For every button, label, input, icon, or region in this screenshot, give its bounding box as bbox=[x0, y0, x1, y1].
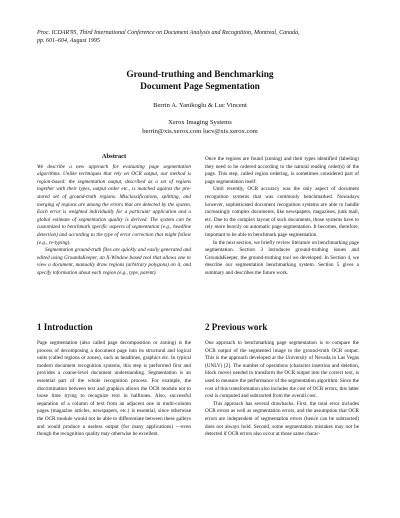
abstract-paragraph: We describe a new approach for evaluating page segmentation algorithms. Unlike techniques that rely on OCR output, our method is region-based: the segmentation output, described as a set of regions together with their types, output order etc., is matched against the pre-stored set of ground-truth regions. Misclassifications, splitting, and merging of regions are among the errors that are detected by the system. Each error is weighted individually for a particular application and a global estimate of segmentation quality is derived. The system can be customized to benchmark specific aspects of segmentation (e.g., headline detection) and according to the type of error correction that might follow (e.g., re-typing). bbox=[37, 163, 191, 246]
previous-work-body bbox=[205, 340, 359, 439]
previous-paragraph: This approach has several drawbacks. First, the total error includes OCR errors as well as segmentation errors, and the assumption that OCR errors are independent of segmentation errors (hence can be subtracted) does not always hold. Second, some segmentation mistakes may not be detected if OCR errors also occur at those same charac- bbox=[205, 400, 359, 438]
affiliation: Xerox Imaging Systems bbox=[168, 119, 232, 126]
venue-line: Proc. ICDAR'95, Third International Conference on Document Analysis and Recognition, Montreal, Canada, bbox=[37, 30, 300, 36]
body-paragraph: In the next section, we briefly review literature on benchmarking page segmentation. Section 3 introduces ground-truthing issues and GroundsKeeper, the ground-truthing tool we developed. In Section 4, we describe our segmentation benchmarking system. Section 5 gives a summary and describes the future work. bbox=[205, 239, 359, 276]
venue-note bbox=[37, 29, 317, 45]
emails: berrin@xis.xerox.com lucv@xis.xerox.com bbox=[142, 128, 258, 135]
section-heading-introduction: 1 Introduction bbox=[37, 322, 93, 332]
body-paragraph: Once the regions are found (zoning) and their types identified (labeling) they need to be ordered according to the natural reading order(s) of the page. This step, called region ordering, is sometimes considered part of page segmentation itself. bbox=[205, 156, 359, 185]
abstract-heading: Abstract bbox=[101, 153, 127, 160]
section-heading-previous-work: 2 Previous work bbox=[205, 322, 268, 332]
abstract-paragraph: Segmentation ground-truth files are quickly and easily generated and edited using GroundsKeeper, an X-Window based tool that allows one to view a document, manually draw regions (arbitrary polygons) on it, and specify information about each region (e.g., type, parent). bbox=[37, 247, 191, 276]
abstract-section bbox=[37, 153, 191, 278]
intro-paragraph: Page segmentation (also called page decomposition or zoning) is the process of decomposing a document page into its structural and logical units (called regions or zones), such as headlines, graphics etc. In typical modern document recognition systems, this step is performed first and provides a coarse-level document understanding. Segmentation is an essential part of the whole recognition process. For example, the discrimination between text and graphics allows the OCR module not to loose time trying to recognize text in halftones. Also, successful separation of a column of text from an adjacent one in multi-column pages (magazine articles, newspapers, etc.) is essential, since otherwise the OCR module would not be able to differentiate between these galleys and would produce a useless output (for many applications) —even though the recognition quality may otherwise be excellent. bbox=[37, 340, 191, 438]
paper-title bbox=[0, 69, 400, 93]
body-paragraph: Until recently, OCR accuracy was the only aspect of document recognition systems that was commonly benchmarked. Nowadays however, sophisticated document recognition systems are able to handle increasingly complex documents, like newspapers, magazines, junk mail, etc. Due to the complex layout of such documents, those systems have to rely more heavily on automatic page segmentation. It becomes, therefore, important to be able to benchmark page segmentation. bbox=[205, 186, 359, 238]
introduction-body bbox=[37, 340, 191, 439]
title-line: Document Page Segmentation bbox=[140, 82, 260, 92]
authors: Berrin A. Yanikoglu & Luc Vincent bbox=[153, 102, 247, 109]
title-line: Ground-truthing and Benchmarking bbox=[126, 70, 274, 80]
right-column-top bbox=[205, 156, 359, 278]
abstract-body bbox=[37, 164, 191, 278]
previous-paragraph: One approach to benchmarking page segmentation is to compare the OCR output of the segmented image to the ground-truth OCR output. This is the approach developed at the University of Nevada in Las Vegas (UNLV) [2]. The number of operations (character insertion and deletion, block move) needed to transform the OCR output into the correct text, is used to measure the performance of the segmentation algorithm. Since the cost of this transformation also includes the cost of OCR errors, this latter cost is computed and subtracted from the overall cost. bbox=[205, 340, 359, 400]
venue-line: pp. 601–604, August 1995 bbox=[37, 38, 101, 44]
